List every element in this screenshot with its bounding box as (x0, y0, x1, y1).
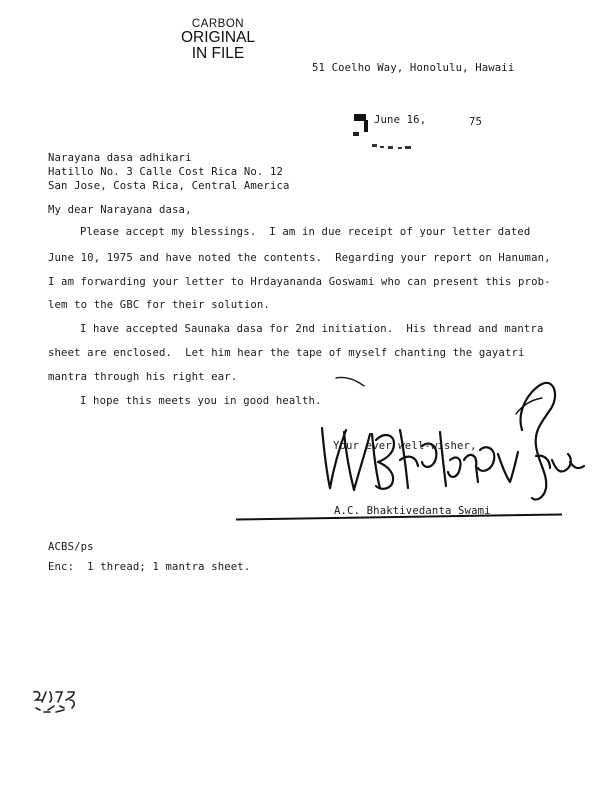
body-line: I am forwarding your letter to Hrdayananda Goswami who can present this prob- (48, 276, 551, 288)
body-line: I have accepted Saunaka dasa for 2nd initiation. His thread and mantra (80, 323, 544, 335)
body-line: sheet are enclosed. Let him hear the tape of myself chanting the gayatri (48, 347, 525, 359)
signatory-name: A.C. Bhaktivedanta Swami (334, 505, 491, 517)
body-line: Please accept my blessings. I am in due receipt of your letter dated (80, 226, 531, 238)
body-line: mantra through his right ear. (48, 371, 238, 383)
carbon-original-stamp (173, 18, 263, 63)
letter-year: 75 (469, 116, 483, 128)
recipient-address-line2: Hatillo No. 3 Calle Cost Rica No. 12 (48, 166, 284, 178)
sender-address: 51 Coelho Way, Honolulu, Hawaii (312, 62, 515, 74)
body-line: June 10, 1975 and have noted the contents. Regarding your report on Hanuman, (48, 252, 551, 264)
recipient-address-line3: San Jose, Costa Rica, Central America (48, 180, 290, 192)
salutation: My dear Narayana dasa, (48, 204, 192, 216)
closing: Your ever well-wisher, (333, 440, 477, 452)
stamp-line-in-file: IN FILE (191, 45, 245, 63)
stamp-line-original: ORIGINAL (180, 29, 256, 47)
handwritten-signature (310, 370, 590, 520)
enclosure-line: Enc: 1 thread; 1 mantra sheet. (48, 561, 251, 573)
recipient-name: Narayana dasa adhikari (48, 152, 192, 164)
handwritten-note (30, 688, 90, 716)
stamp-line-carbon: CARBON (191, 18, 245, 30)
body-line: lem to the GBC for their solution. (48, 299, 270, 311)
typist-initials: ACBS/ps (48, 541, 94, 553)
letter-date: June 16, (374, 114, 427, 126)
body-line: I hope this meets you in good health. (80, 395, 322, 407)
